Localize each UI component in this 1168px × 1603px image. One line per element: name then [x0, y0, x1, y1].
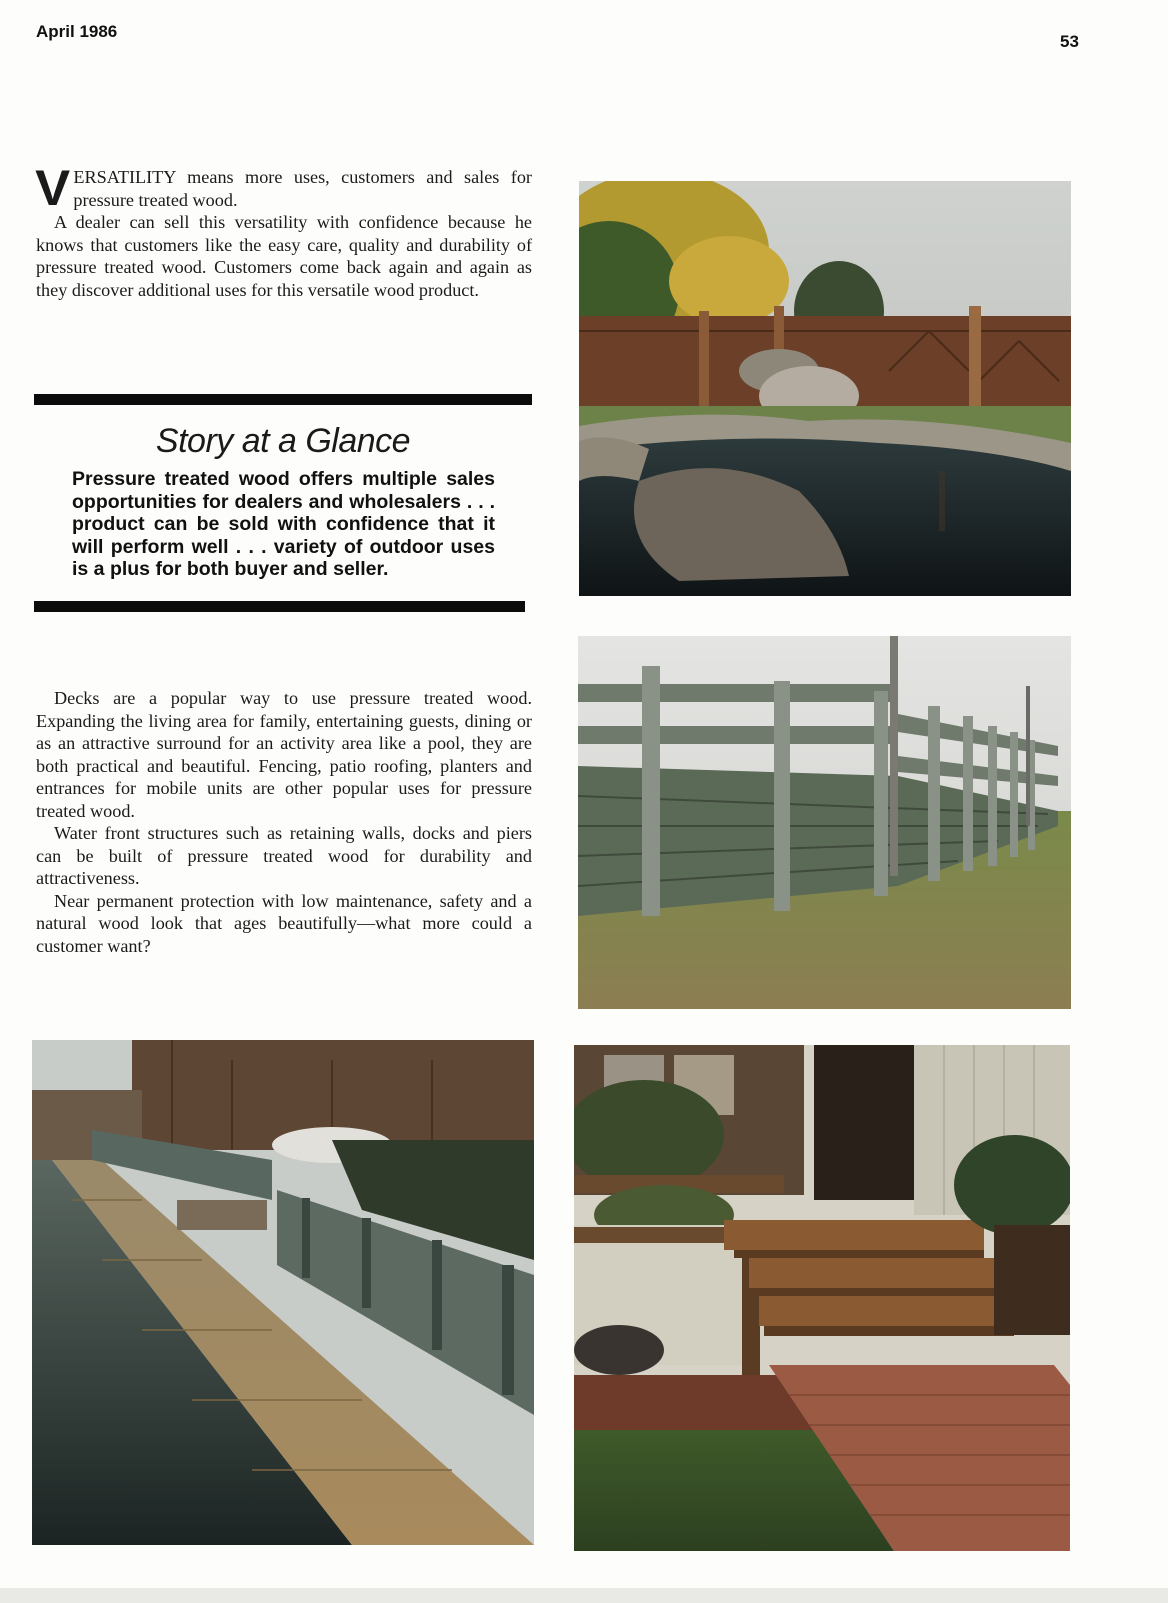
sidebar-rule-bottom [34, 601, 525, 612]
issue-date: April 1986 [36, 22, 118, 41]
sidebar-title: Story at a Glance [155, 422, 411, 460]
page-edge [0, 1588, 1168, 1603]
intro-paragraph-2: A dealer can sell this versatility with confidence because he knows that customers like the easy care, quality and durability of pressure treated wood. Customers come back again and again as they discover additional uses for this versatile wood product. [36, 212, 532, 300]
body-paragraph-3: Near permanent protection with low maintenance, safety and a natural wood look that ages beautifully—what more could a customer want? [36, 890, 532, 956]
sidebar-summary: Pressure treated wood offers multiple sales opportunities for dealers and wholesalers . . . product can be sold with confidence that it will perform well . . . variety of outdoor uses is a plus for both buyer and seller. [72, 468, 495, 580]
page-number: 53 [1060, 32, 1079, 51]
intro-paragraph-1 [35, 160, 532, 216]
body-paragraph-1: Decks are a popular way to use pressure treated wood. Expanding the living area for family, entertaining guests, dining or as an attractive surround for an activity area like a pool, they are both practical and beautiful. Fencing, patio roofing, planters and entrances for mobile units are other popular uses for pressure treated wood. [36, 688, 532, 821]
pool-photo [579, 181, 1071, 596]
body-text [36, 687, 532, 957]
intro-paragraph-1-text: ERSATILITY means more uses, customers and sales for pressure treated wood. [73, 167, 532, 210]
intro-text [35, 160, 532, 301]
drop-cap: V [35, 160, 71, 216]
entry-steps-photo [574, 1045, 1070, 1551]
retaining-wall-photo [578, 636, 1071, 1009]
body-paragraph-2: Water front structures such as retaining walls, docks and piers can be built of pressure treated wood for durability and attractiveness. [36, 823, 532, 888]
sidebar-rule-top [34, 394, 532, 405]
dock-photo [32, 1040, 534, 1545]
